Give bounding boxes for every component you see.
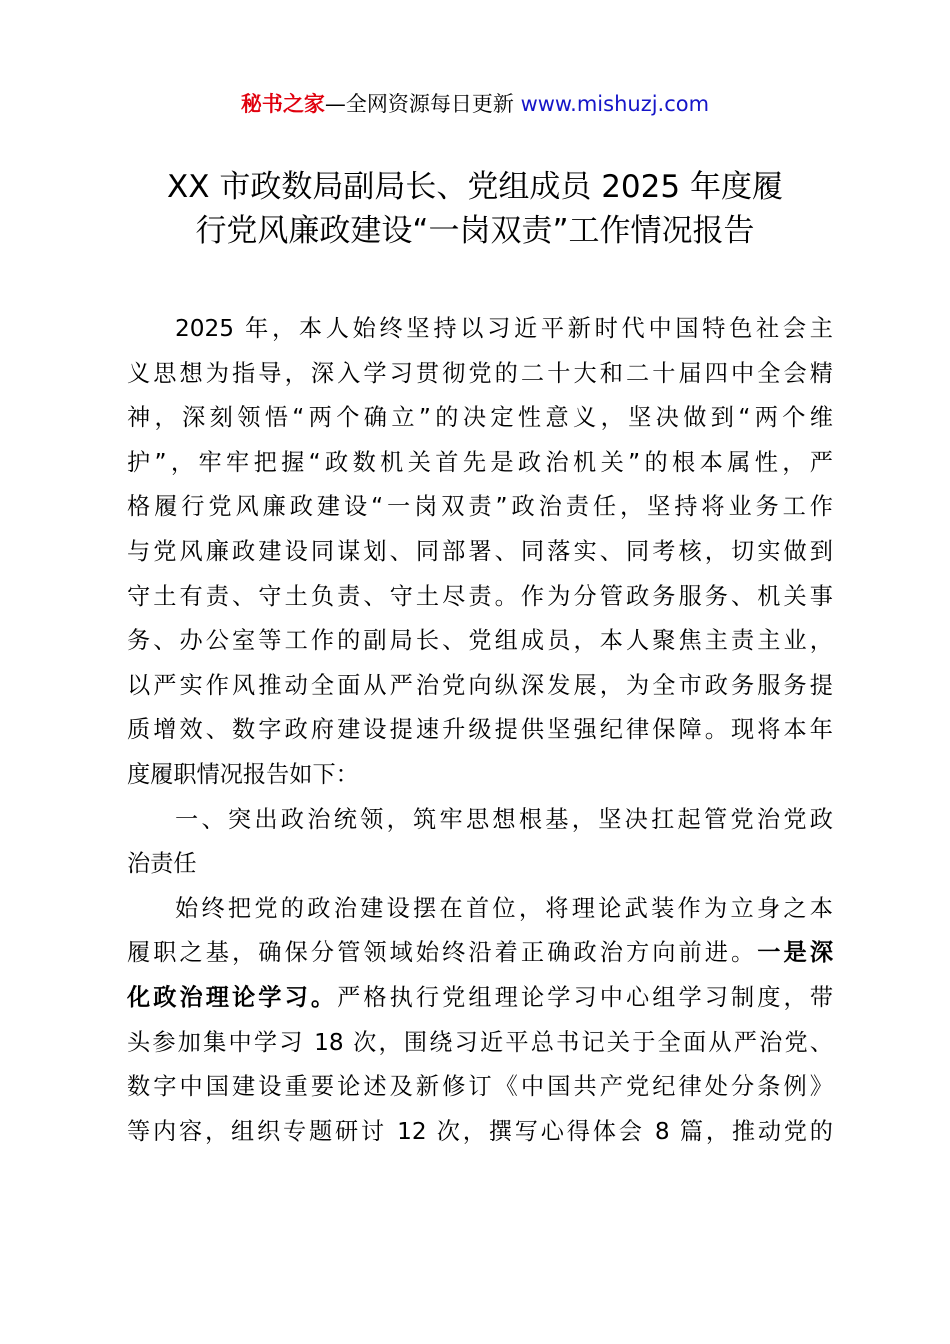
- section-heading-1-line: 治责任: [127, 850, 197, 878]
- paragraph-2-line: 头参加集中学习 18 次，围绕习近平总书记关于全面从严治党、: [127, 1028, 833, 1056]
- site-header: [0, 88, 950, 120]
- paragraph-2-text: 履职之基，确保分管领域始终沿着正确政治方向前进。: [127, 939, 758, 967]
- paragraph-1-line: 以严实作风推动全面从严治党向纵深发展，为全市政务服务提: [127, 671, 833, 699]
- paragraph-1-line: 护”，牢牢把握“政数机关首先是政治机关”的根本属性，严: [127, 448, 833, 476]
- emphasis-text: 一是深: [757, 939, 834, 967]
- header-tagline: —全网资源每日更新: [324, 92, 521, 116]
- title-line-2: 行党风廉政建设“一岗双责”工作情况报告: [195, 213, 755, 249]
- paragraph-2-line: 数字中国建设重要论述及新修订《中国共产党纪律处分条例》: [127, 1073, 833, 1101]
- document-title: [60, 165, 890, 253]
- paragraph-1-line: 质增效、数字政府建设提速升级提供坚强纪律保障。现将本年: [127, 716, 833, 744]
- paragraph-2-line: 始终把党的政治建设摆在首位，将理论武装作为立身之本: [175, 894, 833, 922]
- paragraph-1-line: 格履行党风廉政建设“一岗双责”政治责任，坚持将业务工作: [127, 493, 833, 521]
- paragraph-1-line: 与党风廉政建设同谋划、同部署、同落实、同考核，切实做到: [127, 537, 833, 565]
- section-heading-1-line: 一、突出政治统领，筑牢思想根基，坚决扛起管党治党政: [175, 805, 833, 833]
- paragraph-2-text: 严格执行党组理论学习中心组学习制度，带: [337, 983, 834, 1011]
- paragraph-2-line: 等内容，组织专题研讨 12 次，撰写心得体会 8 篇，推动党的: [127, 1117, 833, 1145]
- paragraph-1-line: 度履职情况报告如下：: [127, 760, 359, 788]
- title-line-1: XX 市政数局副局长、党组成员 2025 年度履: [167, 169, 783, 205]
- paragraph-1-line: 务、办公室等工作的副局长、党组成员，本人聚焦主责主业，: [127, 627, 833, 655]
- paragraph-1-line: 神，深刻领悟“两个确立”的决定性意义，坚决做到“两个维: [127, 404, 833, 432]
- paragraph-2-line: [127, 931, 833, 976]
- paragraph-2-line: [127, 976, 833, 1021]
- emphasis-text: 化政治理论学习。: [127, 983, 338, 1011]
- paragraph-1-line: 守土有责、守土负责、守土尽责。作为分管政务服务、机关事: [127, 582, 833, 610]
- brand-name: 秘书之家: [240, 92, 325, 116]
- site-url[interactable]: www.mishuzj.com: [520, 92, 710, 116]
- paragraph-1-line: 2025 年，本人始终坚持以习近平新时代中国特色社会主: [175, 315, 833, 342]
- paragraph-1-line: 义思想为指导，深入学习贯彻党的二十大和二十届四中全会精: [127, 359, 833, 387]
- document-body: [127, 307, 833, 1154]
